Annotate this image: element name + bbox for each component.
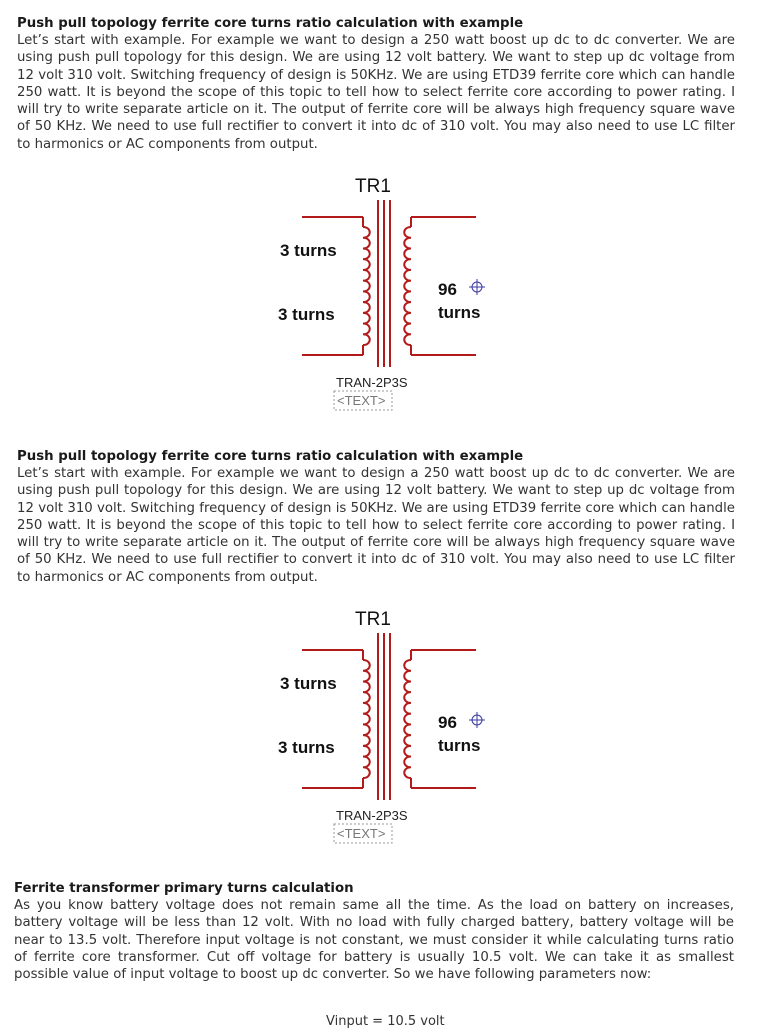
transformer-schematic [270,172,500,412]
text-placeholder-label: <TEXT> [337,393,386,408]
secondary-turns-number: 96 [438,713,457,732]
secondary-turns-unit: turns [438,303,481,322]
secondary-winding [404,660,411,778]
transformer-ref-label: TR1 [355,609,391,630]
primary-top-turns-label: 3 turns [280,241,337,260]
transformer-figure-2 [270,605,500,845]
article-section-2 [17,448,735,586]
transformer-schematic [270,605,500,845]
section-paragraph: Let’s start with example. For example we want to design a 250 watt boost up dc to dc converter. We are using push pull topology for this design. We are using 12 volt battery. We want to step up dc voltage from 12 volt 310 volt. Switching frequency of design is 50KHz. We are using ETD39 ferrite core which can handle 250 watt. It is beyond the scope of this topic to tell how to select ferrite core according to power rating. I will try to write separate article on it. The output of ferrite core will be always high frequency square wave of 50 KHz. We need to use full rectifier to convert it into dc of 310 volt. You may also need to use LC filter to harmonics or AC components from output. [17,33,735,152]
primary-bottom-turns-label: 3 turns [278,738,335,757]
article-section-3 [14,880,734,983]
section-paragraph: As you know battery voltage does not remain same all the time. As the load on battery on increases, battery voltage will be less than 12 volt. With no load with fully charged battery, battery voltage will be near to 13.5 volt. Therefore input voltage is not constant, we must consider it while calculating turns ratio of ferrite core transformer. Cut off voltage for battery is usually 10.5 volt. We can take it as smallest possible value of input voltage to boost up dc converter. So we have following parameters now: [14,898,734,983]
section-heading: Push pull topology ferrite core turns ratio calculation with example [17,449,524,464]
primary-winding [363,227,370,345]
secondary-turns-number: 96 [438,280,457,299]
secondary-turns-unit: turns [438,736,481,755]
article-section-1 [17,15,735,153]
primary-bottom-turns-label: 3 turns [278,305,335,324]
part-number-label: TRAN-2P3S [336,808,408,823]
text-placeholder-label: <TEXT> [337,826,386,841]
primary-top-turns-label: 3 turns [280,674,337,693]
section-heading: Ferrite transformer primary turns calculation [14,881,354,896]
transformer-figure-1 [270,172,500,412]
transformer-ref-label: TR1 [355,176,391,197]
section-heading: Push pull topology ferrite core turns ratio calculation with example [17,16,524,31]
secondary-winding [404,227,411,345]
primary-winding [363,660,370,778]
section-paragraph: Let’s start with example. For example we want to design a 250 watt boost up dc to dc converter. We are using push pull topology for this design. We are using 12 volt battery. We want to step up dc voltage from 12 volt 310 volt. Switching frequency of design is 50KHz. We are using ETD39 ferrite core which can handle 250 watt. It is beyond the scope of this topic to tell how to select ferrite core according to power rating. I will try to write separate article on it. The output of ferrite core will be always high frequency square wave of 50 KHz. We need to use full rectifier to convert it into dc of 310 volt. You may also need to use LC filter to harmonics or AC components from output. [17,466,735,585]
input-voltage-formula: Vinput = 10.5 volt [326,1014,445,1029]
part-number-label: TRAN-2P3S [336,375,408,390]
